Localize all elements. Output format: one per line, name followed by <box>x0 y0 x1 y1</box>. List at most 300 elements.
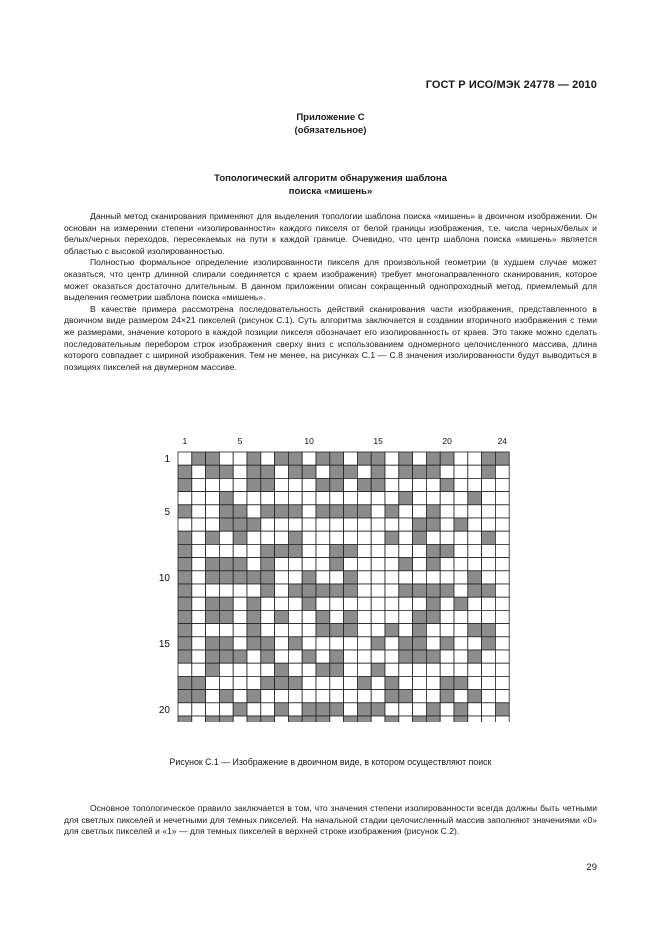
pixel-cell <box>482 571 496 584</box>
pixel-cell <box>413 478 427 491</box>
pixel-cell <box>385 690 399 703</box>
pixel-cell <box>302 610 316 623</box>
pixel-cell <box>357 716 371 722</box>
pixel-cell <box>192 452 206 465</box>
pixel-cell <box>468 478 482 491</box>
pixel-cell <box>233 676 247 689</box>
pixel-cell <box>247 663 261 676</box>
pixel-cell <box>192 478 206 491</box>
pixel-cell <box>440 465 454 478</box>
pixel-cell <box>288 544 302 557</box>
pixel-cell <box>316 624 330 637</box>
pixel-cell <box>495 478 509 491</box>
pixel-cell <box>495 676 509 689</box>
pixel-cell <box>206 452 220 465</box>
pixel-cell <box>233 610 247 623</box>
pixel-cell <box>413 465 427 478</box>
row-label: 1 <box>164 454 170 466</box>
pixel-cell <box>275 492 289 505</box>
pixel-cell <box>371 505 385 518</box>
pixel-cell <box>275 610 289 623</box>
pixel-cell <box>426 478 440 491</box>
pixel-cell <box>454 716 468 722</box>
pixel-cell <box>302 690 316 703</box>
pixel-cell <box>426 676 440 689</box>
pixel-cell <box>219 690 233 703</box>
pixel-cell <box>302 505 316 518</box>
pixel-cell <box>357 518 371 531</box>
pixel-cell <box>482 465 496 478</box>
pixel-cell <box>219 624 233 637</box>
pixel-cell <box>178 703 192 716</box>
pixel-cell <box>233 703 247 716</box>
pixel-cell <box>275 571 289 584</box>
pixel-cell <box>426 690 440 703</box>
pixel-cell <box>344 465 358 478</box>
pixel-cell <box>495 637 509 650</box>
pixel-cell <box>302 703 316 716</box>
pixel-cell <box>495 663 509 676</box>
pixel-cell <box>178 531 192 544</box>
pixel-cell <box>399 610 413 623</box>
pixel-cell <box>344 690 358 703</box>
pixel-cell <box>468 716 482 722</box>
pixel-cell <box>454 571 468 584</box>
pixel-cell <box>385 544 399 557</box>
pixel-cell <box>385 452 399 465</box>
pixel-cell <box>288 531 302 544</box>
pixel-cell <box>399 584 413 597</box>
pixel-cell <box>482 624 496 637</box>
pixel-cell <box>371 716 385 722</box>
pixel-cell <box>454 518 468 531</box>
pixel-cell <box>413 544 427 557</box>
pixel-cell <box>178 478 192 491</box>
pixel-cell <box>247 492 261 505</box>
pixel-cell <box>233 597 247 610</box>
pixel-cell <box>192 571 206 584</box>
pixel-cell <box>233 465 247 478</box>
pixel-cell <box>330 663 344 676</box>
row-label: 20 <box>158 704 170 716</box>
pixel-cell <box>330 690 344 703</box>
pixel-cell <box>192 676 206 689</box>
pixel-cell <box>316 690 330 703</box>
pixel-cell <box>178 492 192 505</box>
pixel-cell <box>482 650 496 663</box>
pixel-cell <box>330 505 344 518</box>
pixel-cell <box>302 716 316 722</box>
pixel-cell <box>330 544 344 557</box>
pixel-cell <box>261 492 275 505</box>
pixel-cell <box>385 465 399 478</box>
pixel-cell <box>330 610 344 623</box>
pixel-cell <box>206 518 220 531</box>
pixel-cell <box>219 544 233 557</box>
pixel-cell <box>261 478 275 491</box>
pixel-cell <box>385 624 399 637</box>
pixel-cell <box>261 663 275 676</box>
pixel-cell <box>357 584 371 597</box>
pixel-cell <box>275 531 289 544</box>
pixel-cell <box>247 650 261 663</box>
page-number: 29 <box>586 862 597 873</box>
pixel-cell <box>454 584 468 597</box>
pixel-cell <box>371 624 385 637</box>
column-label: 10 <box>304 436 314 446</box>
pixel-cell <box>344 676 358 689</box>
pixel-cell <box>219 571 233 584</box>
pixel-cell <box>426 505 440 518</box>
pixel-cell <box>454 690 468 703</box>
pixel-cell <box>357 452 371 465</box>
pixel-cell <box>192 637 206 650</box>
pixel-cell <box>357 624 371 637</box>
pixel-cell <box>316 492 330 505</box>
pixel-cell <box>288 584 302 597</box>
pixel-cell <box>399 465 413 478</box>
appendix-status: (обязательное) <box>294 125 367 136</box>
pixel-cell <box>454 505 468 518</box>
pixel-cell <box>219 478 233 491</box>
pixel-cell <box>233 505 247 518</box>
pixel-cell <box>288 571 302 584</box>
pixel-cell <box>178 650 192 663</box>
pixel-cell <box>192 624 206 637</box>
pixel-cell <box>399 531 413 544</box>
pixel-cell <box>495 584 509 597</box>
pixel-cell <box>192 597 206 610</box>
pixel-cell <box>178 637 192 650</box>
pixel-cell <box>219 597 233 610</box>
pixel-cell <box>482 663 496 676</box>
pixel-cell <box>178 571 192 584</box>
pixel-cell <box>426 610 440 623</box>
pixel-cell <box>261 637 275 650</box>
pixel-cell <box>178 465 192 478</box>
pixel-cell <box>302 452 316 465</box>
pixel-cell <box>426 650 440 663</box>
pixel-cell <box>440 663 454 676</box>
pixel-cell <box>399 663 413 676</box>
pixel-cell <box>482 558 496 571</box>
pixel-cell <box>288 637 302 650</box>
pixel-cell <box>454 610 468 623</box>
pixel-cell <box>192 584 206 597</box>
pixel-cell <box>440 637 454 650</box>
pixel-cell <box>206 650 220 663</box>
pixel-cell <box>275 703 289 716</box>
section-title <box>0 172 661 198</box>
pixel-cell <box>233 690 247 703</box>
pixel-cell <box>330 703 344 716</box>
pixel-cell <box>316 505 330 518</box>
pixel-cell <box>468 663 482 676</box>
pixel-cell <box>468 584 482 597</box>
pixel-cell <box>233 624 247 637</box>
section-title-line1: Топологический алгоритм обнаружения шаблона <box>214 173 447 184</box>
pixel-cell <box>482 597 496 610</box>
pixel-cell <box>192 650 206 663</box>
pixel-cell <box>192 465 206 478</box>
pixel-cell <box>330 478 344 491</box>
document-header: ГОСТ Р ИСО/МЭК 24778 — 2010 <box>425 79 597 91</box>
pixel-cell <box>440 452 454 465</box>
pixel-cell <box>385 610 399 623</box>
pixel-cell <box>219 637 233 650</box>
pixel-cell <box>178 663 192 676</box>
pixel-cell <box>468 597 482 610</box>
pixel-cell <box>316 518 330 531</box>
pixel-cell <box>302 663 316 676</box>
pixel-cell <box>426 584 440 597</box>
pixel-cell <box>192 703 206 716</box>
pixel-cell <box>288 650 302 663</box>
pixel-cell <box>316 663 330 676</box>
pixel-cell <box>316 610 330 623</box>
pixel-cell <box>468 610 482 623</box>
pixel-cell <box>261 558 275 571</box>
pixel-cell <box>275 637 289 650</box>
pixel-cell <box>413 716 427 722</box>
pixel-cell <box>275 650 289 663</box>
appendix-heading <box>0 111 661 137</box>
pixel-cell <box>275 676 289 689</box>
pixel-cell <box>330 465 344 478</box>
pixel-cell <box>454 703 468 716</box>
pixel-cell <box>219 452 233 465</box>
pixel-cell <box>178 518 192 531</box>
pixel-cell <box>385 505 399 518</box>
pixel-cell <box>468 518 482 531</box>
pixel-cell <box>302 492 316 505</box>
pixel-cell <box>357 571 371 584</box>
pixel-cell <box>288 610 302 623</box>
pixel-cell <box>233 663 247 676</box>
pixel-cell <box>482 716 496 722</box>
pixel-cell <box>302 624 316 637</box>
pixel-cell <box>302 637 316 650</box>
pixel-cell <box>371 478 385 491</box>
pixel-cell <box>275 690 289 703</box>
pixel-cell <box>440 544 454 557</box>
pixel-cell <box>468 492 482 505</box>
pixel-cell <box>399 571 413 584</box>
pixel-cell <box>440 624 454 637</box>
pixel-cell <box>206 663 220 676</box>
pixel-cell <box>178 624 192 637</box>
pixel-cell <box>426 544 440 557</box>
pixel-cell <box>495 531 509 544</box>
pixel-cell <box>275 624 289 637</box>
pixel-cell <box>371 676 385 689</box>
pixel-cell <box>247 716 261 722</box>
pixel-cell <box>192 690 206 703</box>
pixel-cell <box>495 452 509 465</box>
pixel-cell <box>482 531 496 544</box>
pixel-cell <box>468 650 482 663</box>
pixel-cell <box>385 663 399 676</box>
pixel-cell <box>495 690 509 703</box>
pixel-cell <box>288 716 302 722</box>
pixel-cell <box>330 676 344 689</box>
pixel-cell <box>233 650 247 663</box>
column-label: 1 <box>182 436 188 446</box>
pixel-cell <box>192 505 206 518</box>
pixel-cell <box>371 452 385 465</box>
pixel-cell <box>233 637 247 650</box>
pixel-cell <box>385 518 399 531</box>
pixel-cell <box>288 478 302 491</box>
pixel-cell <box>275 478 289 491</box>
pixel-cell <box>426 452 440 465</box>
paragraph: В качестве примера рассмотрена последовательность действий сканирования части изображения, представленного в двоичном виде размером 24×21 пикселей (рисунок С.1). Суть алгоритма заключается в создании вторичного изображения с теми же размерами, значение которого в каждой позиции пикселя обозначает его изолированность от краев. Это также можно сделать последовательным перебором строк изображения сверху вниз с использованием одномерного целочисленного массива, длина которого совпадает с шириной изображения. Тем не менее, на рисунках С.1 — С.8 значения изолированности будут выводиться в позициях пикселей на двумерном массиве. <box>64 303 597 372</box>
pixel-cell <box>357 597 371 610</box>
appendix-title: Приложение С <box>296 112 365 123</box>
pixel-cell <box>495 597 509 610</box>
pixel-cell <box>357 703 371 716</box>
pixel-cell <box>261 597 275 610</box>
pixel-cell <box>261 690 275 703</box>
pixel-cell <box>288 703 302 716</box>
pixel-cell <box>219 650 233 663</box>
pixel-cell <box>495 703 509 716</box>
pixel-cell <box>206 558 220 571</box>
pixel-cell <box>233 518 247 531</box>
pixel-cell <box>357 637 371 650</box>
pixel-cell <box>344 663 358 676</box>
pixel-cell <box>206 676 220 689</box>
pixel-cell <box>330 531 344 544</box>
pixel-cell <box>440 676 454 689</box>
pixel-cell <box>206 531 220 544</box>
pixel-cell <box>440 584 454 597</box>
pixel-cell <box>413 610 427 623</box>
pixel-cell <box>219 531 233 544</box>
pixel-cell <box>385 584 399 597</box>
pixel-cell <box>288 624 302 637</box>
pixel-cell <box>440 558 454 571</box>
pixel-cell <box>344 492 358 505</box>
pixel-cell <box>371 597 385 610</box>
pixel-cell <box>344 558 358 571</box>
pixel-cell <box>495 492 509 505</box>
pixel-cell <box>468 637 482 650</box>
pixel-cell <box>316 465 330 478</box>
pixel-cell <box>316 676 330 689</box>
pixel-cell <box>413 518 427 531</box>
pixel-cell <box>399 505 413 518</box>
pixel-cell <box>413 637 427 650</box>
pixel-cell <box>330 571 344 584</box>
pixel-cell <box>454 465 468 478</box>
pixel-cell <box>261 650 275 663</box>
pixel-cell <box>413 597 427 610</box>
pixel-cell <box>261 544 275 557</box>
pixel-cell <box>261 505 275 518</box>
pixel-cell <box>357 558 371 571</box>
pixel-cell <box>385 716 399 722</box>
pixel-cell <box>468 531 482 544</box>
pixel-cell <box>454 531 468 544</box>
pixel-cell <box>219 465 233 478</box>
pixel-cell <box>302 478 316 491</box>
pixel-cell <box>357 505 371 518</box>
pixel-cell <box>247 637 261 650</box>
pixel-cell <box>371 465 385 478</box>
pixel-cell <box>219 558 233 571</box>
pixel-cell <box>371 650 385 663</box>
pixel-cell <box>316 478 330 491</box>
pixel-cell <box>495 518 509 531</box>
pixel-cell <box>330 518 344 531</box>
pixel-cell <box>288 558 302 571</box>
pixel-cell <box>178 690 192 703</box>
pixel-cell <box>178 676 192 689</box>
pixel-cell <box>206 571 220 584</box>
pixel-cell <box>344 716 358 722</box>
pixel-cell <box>413 505 427 518</box>
binary-image-figure <box>150 432 510 722</box>
pixel-cell <box>233 478 247 491</box>
pixel-cell <box>219 518 233 531</box>
pixel-cell <box>192 663 206 676</box>
pixel-cell <box>426 518 440 531</box>
pixel-cell <box>330 716 344 722</box>
pixel-cell <box>385 492 399 505</box>
pixel-cell <box>344 637 358 650</box>
pixel-cell <box>247 544 261 557</box>
row-label: 10 <box>158 572 170 584</box>
pixel-cell <box>261 584 275 597</box>
pixel-cell <box>233 571 247 584</box>
pixel-cell <box>247 597 261 610</box>
pixel-cell <box>454 637 468 650</box>
pixel-cell <box>440 597 454 610</box>
pixel-cell <box>178 716 192 722</box>
pixel-cell <box>413 690 427 703</box>
pixel-cell <box>454 624 468 637</box>
pixel-cell <box>495 505 509 518</box>
pixel-cell <box>206 584 220 597</box>
pixel-grid <box>150 432 510 722</box>
pixel-cell <box>385 478 399 491</box>
pixel-cell <box>399 478 413 491</box>
body-text <box>64 211 597 373</box>
pixel-cell <box>371 531 385 544</box>
pixel-cell <box>413 624 427 637</box>
pixel-cell <box>288 690 302 703</box>
pixel-cell <box>468 505 482 518</box>
pixel-cell <box>288 518 302 531</box>
pixel-cell <box>440 518 454 531</box>
pixel-cell <box>357 663 371 676</box>
closing-text <box>64 803 597 838</box>
pixel-cell <box>233 452 247 465</box>
column-label: 20 <box>442 436 452 446</box>
pixel-cell <box>468 544 482 557</box>
pixel-cell <box>399 637 413 650</box>
pixel-cell <box>275 663 289 676</box>
pixel-cell <box>426 637 440 650</box>
pixel-cell <box>330 558 344 571</box>
pixel-cell <box>495 650 509 663</box>
pixel-cell <box>219 716 233 722</box>
pixel-cell <box>316 637 330 650</box>
pixel-cell <box>468 558 482 571</box>
pixel-cell <box>454 452 468 465</box>
pixel-cell <box>302 465 316 478</box>
